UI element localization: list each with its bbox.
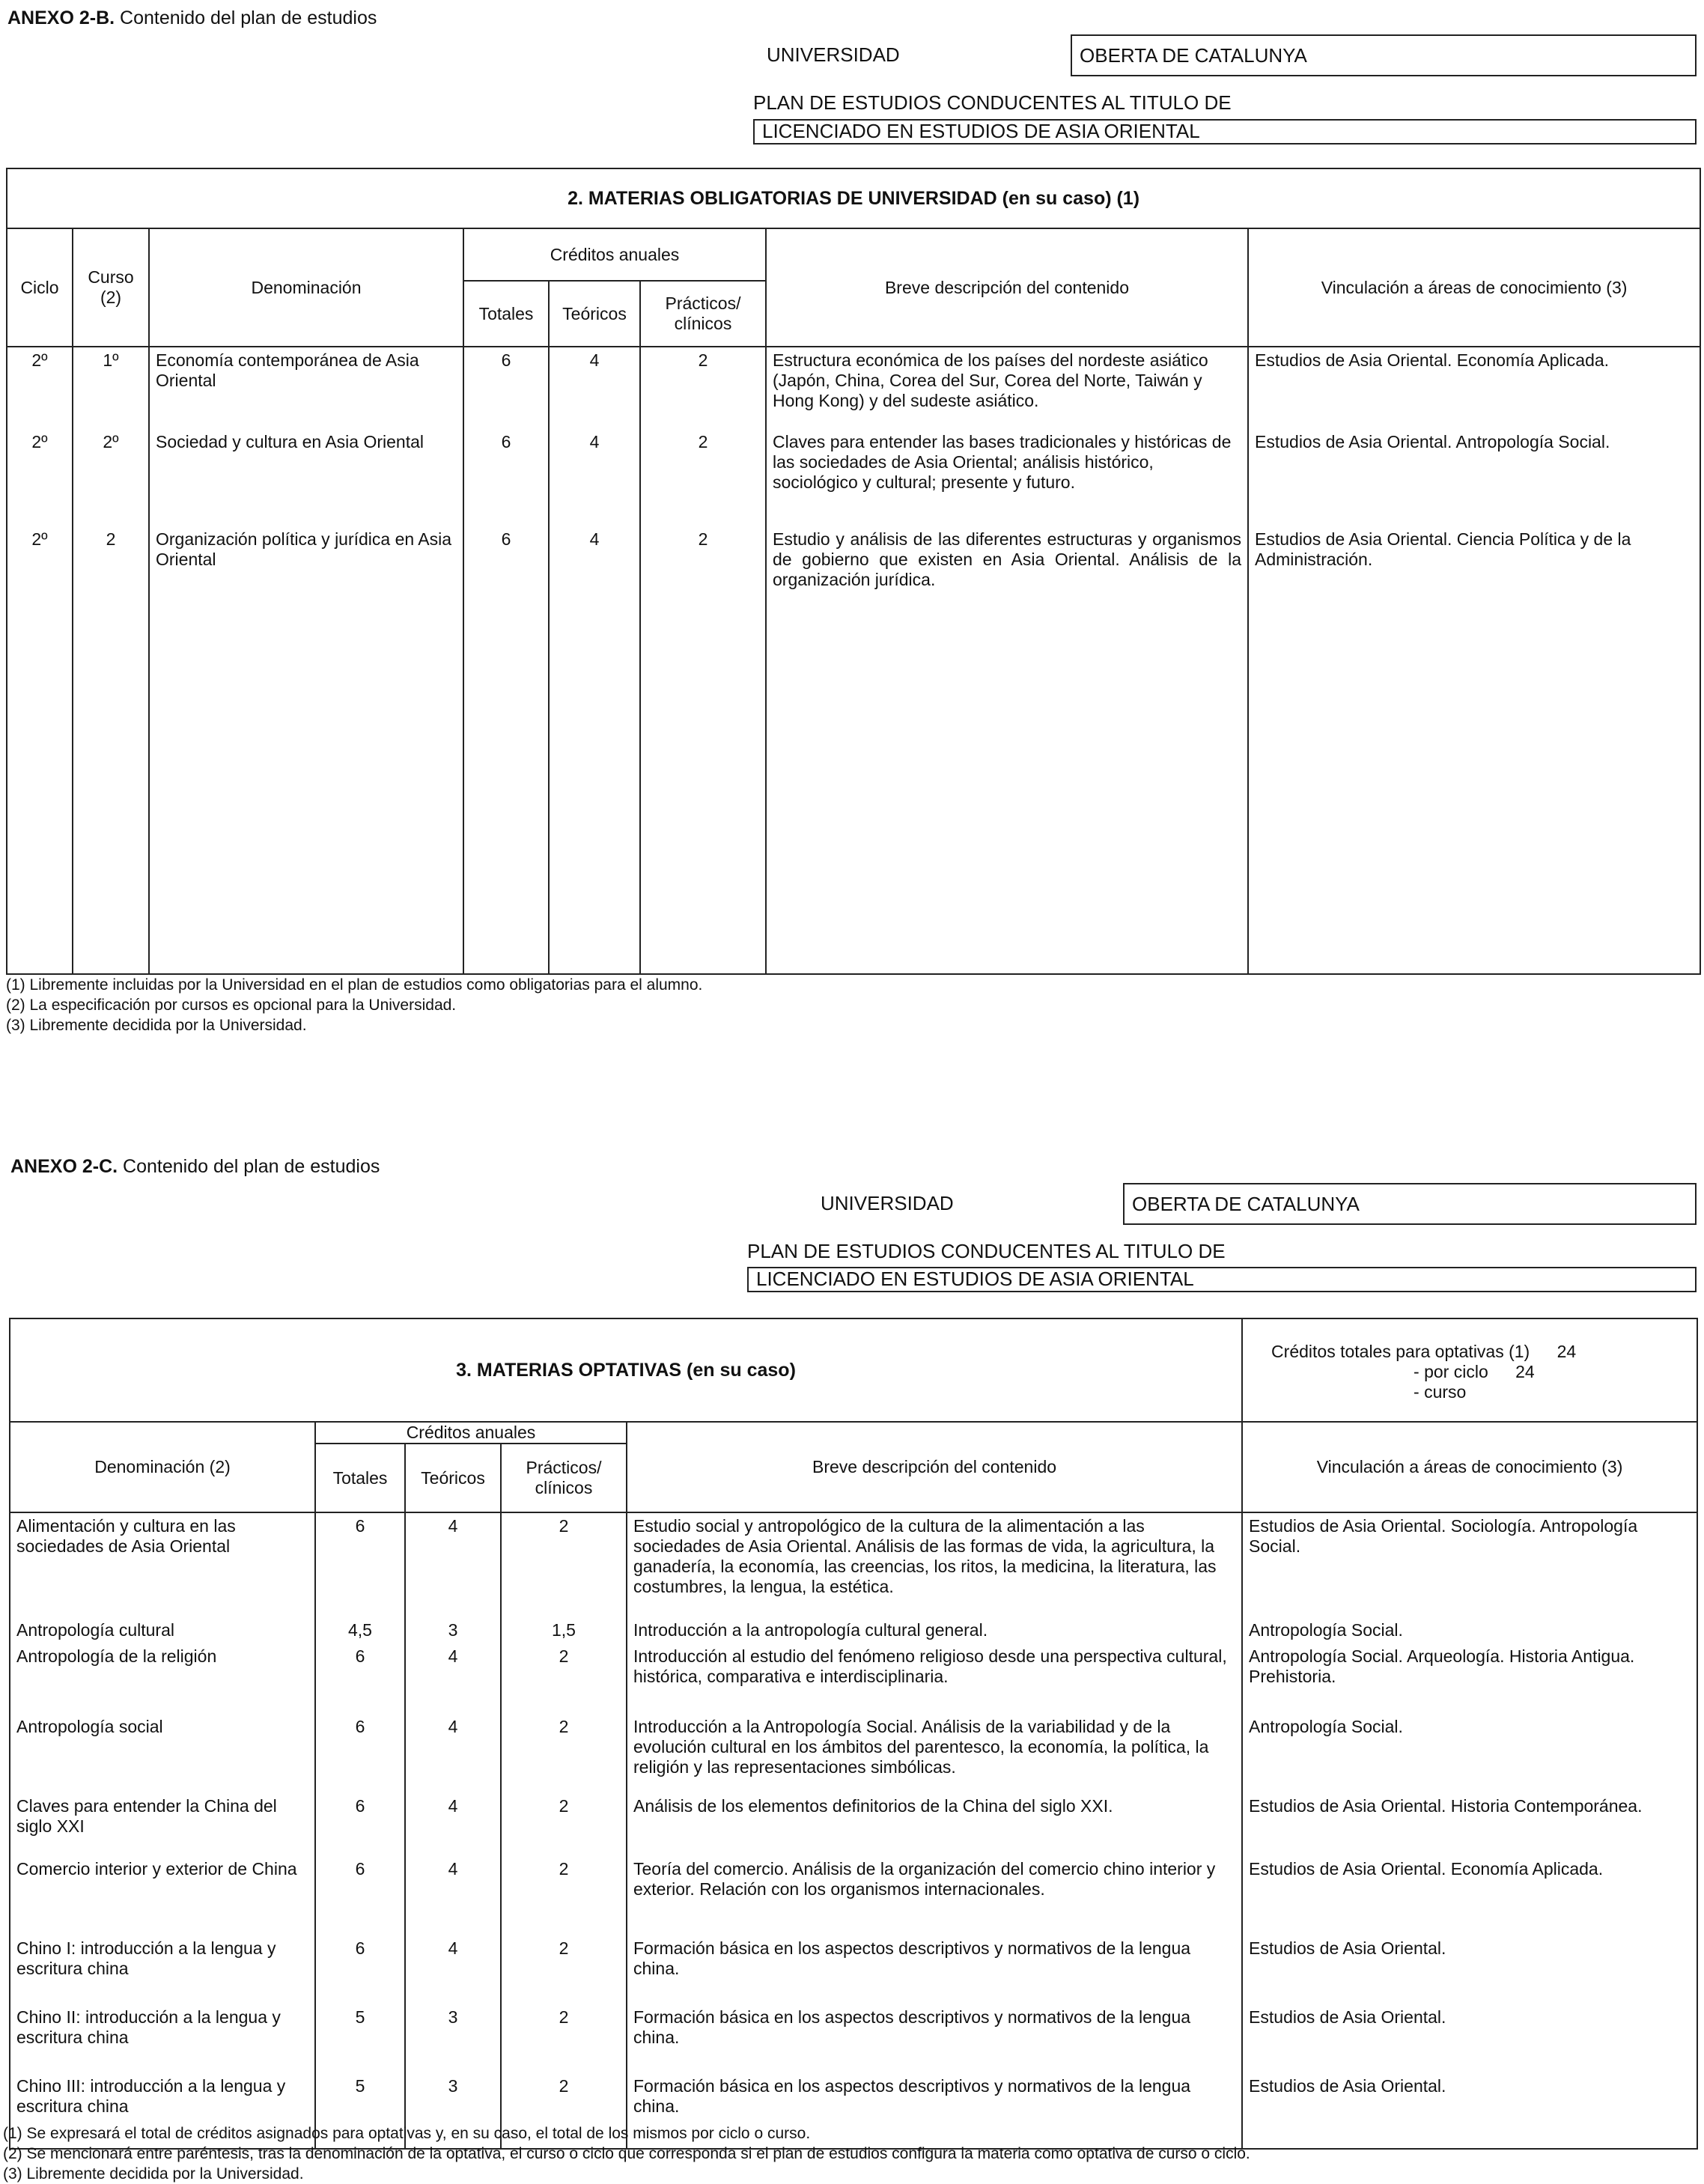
cell-descripcion: Introducción a la antropología cultural general. — [627, 1617, 1242, 1643]
cell-vinculacion: Estudios de Asia Oriental. Economía Aplicada. — [1248, 347, 1700, 429]
header-denominacion: Denominación — [149, 228, 463, 347]
cell-practicos: 2 — [640, 347, 766, 429]
header-creditos-anuales: Créditos anuales — [315, 1422, 627, 1444]
cell-vinculacion: Estudios de Asia Oriental. — [1242, 2004, 1697, 2073]
annex-c-table — [9, 1318, 1698, 2150]
cell-vinculacion: Antropología Social. — [1242, 1617, 1697, 1643]
annex-c-universidad-value: OBERTA DE CATALUNYA — [1123, 1183, 1697, 1225]
cell-vinculacion: Estudios de Asia Oriental. Historia Contemporánea. — [1242, 1793, 1697, 1856]
table-row — [7, 429, 1700, 526]
annex-b-label: ANEXO 2-B. — [7, 7, 115, 28]
cell-practicos: 2 — [501, 1793, 627, 1856]
cell-practicos: 2 — [501, 1512, 627, 1617]
annex-c-plan-value: LICENCIADO EN ESTUDIOS DE ASIA ORIENTAL — [747, 1267, 1697, 1292]
cell-denominacion: Antropología de la religión — [10, 1643, 315, 1714]
cell-descripcion: Teoría del comercio. Análisis de la organización del comercio chino interior y exterior. Relación con los organismos internacionales. — [627, 1856, 1242, 1935]
table-row — [10, 1856, 1697, 1935]
cell-totales: 6 — [315, 1643, 405, 1714]
cell-curso: 2º — [73, 429, 149, 526]
cell-curso: 1º — [73, 347, 149, 429]
cell-denominacion: Comercio interior y exterior de China — [10, 1856, 315, 1935]
cell-denominacion: Chino I: introducción a la lengua y escritura china — [10, 1935, 315, 2004]
cell-ciclo: 2º — [7, 347, 73, 429]
annex-b-universidad-value: OBERTA DE CATALUNYA — [1071, 34, 1697, 76]
cell-totales: 6 — [315, 1714, 405, 1793]
cell-teoricos: 4 — [549, 429, 640, 526]
header-creditos-anuales: Créditos anuales — [463, 228, 766, 281]
header-denominacion: Denominación (2) — [10, 1422, 315, 1512]
table-row — [7, 526, 1700, 973]
header-descripcion: Breve descripción del contenido — [766, 228, 1248, 347]
header-practicos: Prácticos/ clínicos — [640, 281, 766, 347]
cell-denominacion: Organización política y jurídica en Asia Oriental — [149, 526, 463, 973]
footnote: (1) Libremente incluidas por la Universidad en el plan de estudios como obligatorias para el alumno. — [6, 976, 703, 994]
cell-vinculacion: Estudios de Asia Oriental. Ciencia Política y de la Administración. — [1248, 526, 1700, 973]
header-vinculacion: Vinculación a áreas de conocimiento (3) — [1242, 1422, 1697, 1512]
cell-descripcion: Estructura económica de los países del nordeste asiático (Japón, China, Corea del Sur, Corea del Norte, Taiwán y Hong Kong) y del sudeste asiático. — [766, 347, 1248, 429]
cell-vinculacion: Antropología Social. Arqueología. Historia Antigua. Prehistoria. — [1242, 1643, 1697, 1714]
cell-vinculacion: Estudios de Asia Oriental. Sociología. Antropología Social. — [1242, 1512, 1697, 1617]
table-row — [10, 1512, 1697, 1617]
cell-teoricos: 3 — [405, 2004, 501, 2073]
annex-c-caption: Contenido del plan de estudios — [123, 1156, 380, 1177]
cell-totales: 6 — [315, 1856, 405, 1935]
annex-b-table — [6, 168, 1701, 975]
cell-ciclo: 2º — [7, 429, 73, 526]
cell-descripcion: Introducción a la Antropología Social. Análisis de la variabilidad y de la evolución cultural en los ámbitos del parentesco, la economía, la política, la religión y las representaciones simbólicas. — [627, 1714, 1242, 1793]
cell-descripcion: Claves para entender las bases tradicionales y históricas de las sociedades de Asia Oriental; análisis histórico, sociológico y cultural; presente y futuro. — [766, 429, 1248, 526]
cell-teoricos: 3 — [405, 1617, 501, 1643]
cell-teoricos: 4 — [549, 526, 640, 973]
cell-descripcion: Introducción al estudio del fenómeno religioso desde una perspectiva cultural, histórica, comparativa e interdisciplinaria. — [627, 1643, 1242, 1714]
cell-denominacion: Chino III: introducción a la lengua y escritura china — [10, 2073, 315, 2148]
cell-descripcion: Formación básica en los aspectos descriptivos y normativos de la lengua china. — [627, 2004, 1242, 2073]
header-teoricos: Teóricos — [405, 1444, 501, 1512]
table-row — [10, 2004, 1697, 2073]
footnote: (3) Libremente decidida por la Universidad. — [3, 2165, 304, 2183]
header-teoricos: Teóricos — [549, 281, 640, 347]
creditos-totales-label: Créditos totales para optativas (1) — [1271, 1342, 1530, 1361]
cell-practicos: 2 — [501, 1714, 627, 1793]
cell-teoricos: 4 — [405, 1793, 501, 1856]
header-ciclo: Ciclo — [7, 228, 73, 347]
cell-denominacion: Sociedad y cultura en Asia Oriental — [149, 429, 463, 526]
footnote: (2) La especificación por cursos es opcional para la Universidad. — [6, 997, 457, 1014]
cell-totales: 4,5 — [315, 1617, 405, 1643]
footnote: (1) Se expresará el total de créditos asignados para optativas y, en su caso, el total de los mismos por ciclo o curso. — [3, 2125, 811, 2142]
annex-c-heading — [10, 1156, 380, 1178]
cell-descripcion: Análisis de los elementos definitorios de la China del siglo XXI. — [627, 1793, 1242, 1856]
cell-practicos: 2 — [501, 1935, 627, 2004]
cell-totales: 6 — [315, 1512, 405, 1617]
por-ciclo-value: 24 — [1515, 1362, 1535, 1381]
curso-label: - curso — [1414, 1382, 1467, 1402]
annex-c-label: ANEXO 2-C. — [10, 1156, 118, 1177]
annex-b-universidad-label: UNIVERSIDAD — [767, 43, 900, 66]
creditos-totales-value: 24 — [1557, 1342, 1577, 1361]
table-row — [10, 1793, 1697, 1856]
cell-curso: 2 — [73, 526, 149, 973]
cell-ciclo: 2º — [7, 526, 73, 973]
annex-c-table-title: 3. MATERIAS OPTATIVAS (en su caso) — [10, 1318, 1242, 1422]
table-row — [10, 1643, 1697, 1714]
annex-b-caption: Contenido del plan de estudios — [120, 7, 377, 28]
cell-totales: 6 — [315, 1935, 405, 2004]
annex-c-universidad-label: UNIVERSIDAD — [821, 1192, 954, 1214]
header-vinculacion: Vinculación a áreas de conocimiento (3) — [1248, 228, 1700, 347]
cell-practicos: 2 — [640, 429, 766, 526]
cell-denominacion: Economía contemporánea de Asia Oriental — [149, 347, 463, 429]
table-row — [10, 1714, 1697, 1793]
cell-vinculacion: Estudios de Asia Oriental. Antropología Social. — [1248, 429, 1700, 526]
cell-teoricos: 4 — [405, 1856, 501, 1935]
cell-totales: 5 — [315, 2004, 405, 2073]
por-ciclo-label: - por ciclo — [1414, 1362, 1488, 1381]
annex-c-plan-label: PLAN DE ESTUDIOS CONDUCENTES AL TITULO DE — [747, 1240, 1226, 1262]
cell-totales: 6 — [463, 429, 549, 526]
cell-vinculacion: Antropología Social. — [1242, 1714, 1697, 1793]
footnote: (3) Libremente decidida por la Universidad. — [6, 1017, 307, 1034]
cell-vinculacion: Estudios de Asia Oriental. — [1242, 1935, 1697, 2004]
annex-c-notes — [3, 2123, 1250, 2184]
cell-descripcion: Formación básica en los aspectos descriptivos y normativos de la lengua china. — [627, 1935, 1242, 2004]
cell-practicos: 2 — [501, 2004, 627, 2073]
annex-b-plan-value: LICENCIADO EN ESTUDIOS DE ASIA ORIENTAL — [753, 119, 1697, 145]
cell-teoricos: 4 — [405, 1512, 501, 1617]
cell-teoricos: 4 — [549, 347, 640, 429]
annex-b-notes — [6, 975, 702, 1035]
header-totales: Totales — [315, 1444, 405, 1512]
cell-totales: 5 — [315, 2073, 405, 2148]
cell-denominacion: Antropología social — [10, 1714, 315, 1793]
header-curso: Curso (2) — [73, 228, 149, 347]
cell-teoricos: 3 — [405, 2073, 501, 2148]
creditos-totales-optativas — [1242, 1318, 1697, 1422]
cell-denominacion: Alimentación y cultura en las sociedades de Asia Oriental — [10, 1512, 315, 1617]
annex-b-heading — [7, 7, 377, 29]
cell-practicos: 2 — [501, 1643, 627, 1714]
cell-totales: 6 — [463, 526, 549, 973]
cell-practicos: 2 — [501, 2073, 627, 2148]
cell-practicos: 2 — [501, 1856, 627, 1935]
cell-descripcion: Estudio social y antropológico de la cultura de la alimentación a las sociedades de Asia Oriental. Análisis de las formas de vida, la agricultura, la ganadería, la economía, las creencias, los ritos, la medicina, la literatura, las costumbres, la lengua, la estética. — [627, 1512, 1242, 1617]
table-row — [10, 1935, 1697, 2004]
cell-denominacion: Claves para entender la China del siglo XXI — [10, 1793, 315, 1856]
cell-vinculacion: Estudios de Asia Oriental. Economía Aplicada. — [1242, 1856, 1697, 1935]
cell-vinculacion: Estudios de Asia Oriental. — [1242, 2073, 1697, 2148]
cell-teoricos: 4 — [405, 1643, 501, 1714]
annex-b-plan-label: PLAN DE ESTUDIOS CONDUCENTES AL TITULO DE — [753, 91, 1232, 114]
header-descripcion: Breve descripción del contenido — [627, 1422, 1242, 1512]
cell-totales: 6 — [463, 347, 549, 429]
footnote: (2) Se mencionará entre paréntesis, tras la denominación de la optativa, el curso o ciclo que corresponda si el plan de estudios configura la materia como optativa de curso o ciclo. — [3, 2145, 1250, 2162]
header-practicos: Prácticos/ clínicos — [501, 1444, 627, 1512]
annex-b-table-title: 2. MATERIAS OBLIGATORIAS DE UNIVERSIDAD (en su caso) (1) — [7, 168, 1700, 228]
cell-practicos: 2 — [640, 526, 766, 973]
cell-denominacion: Antropología cultural — [10, 1617, 315, 1643]
cell-practicos: 1,5 — [501, 1617, 627, 1643]
cell-descripcion: Estudio y análisis de las diferentes estructuras y organismos de gobierno que existen en Asia Oriental. Análisis de la organización jurídica. — [766, 526, 1248, 973]
cell-teoricos: 4 — [405, 1935, 501, 2004]
cell-teoricos: 4 — [405, 1714, 501, 1793]
cell-totales: 6 — [315, 1793, 405, 1856]
table-row — [10, 1617, 1697, 1643]
cell-descripcion: Formación básica en los aspectos descriptivos y normativos de la lengua china. — [627, 2073, 1242, 2148]
header-totales: Totales — [463, 281, 549, 347]
table-row — [7, 347, 1700, 429]
cell-denominacion: Chino II: introducción a la lengua y escritura china — [10, 2004, 315, 2073]
